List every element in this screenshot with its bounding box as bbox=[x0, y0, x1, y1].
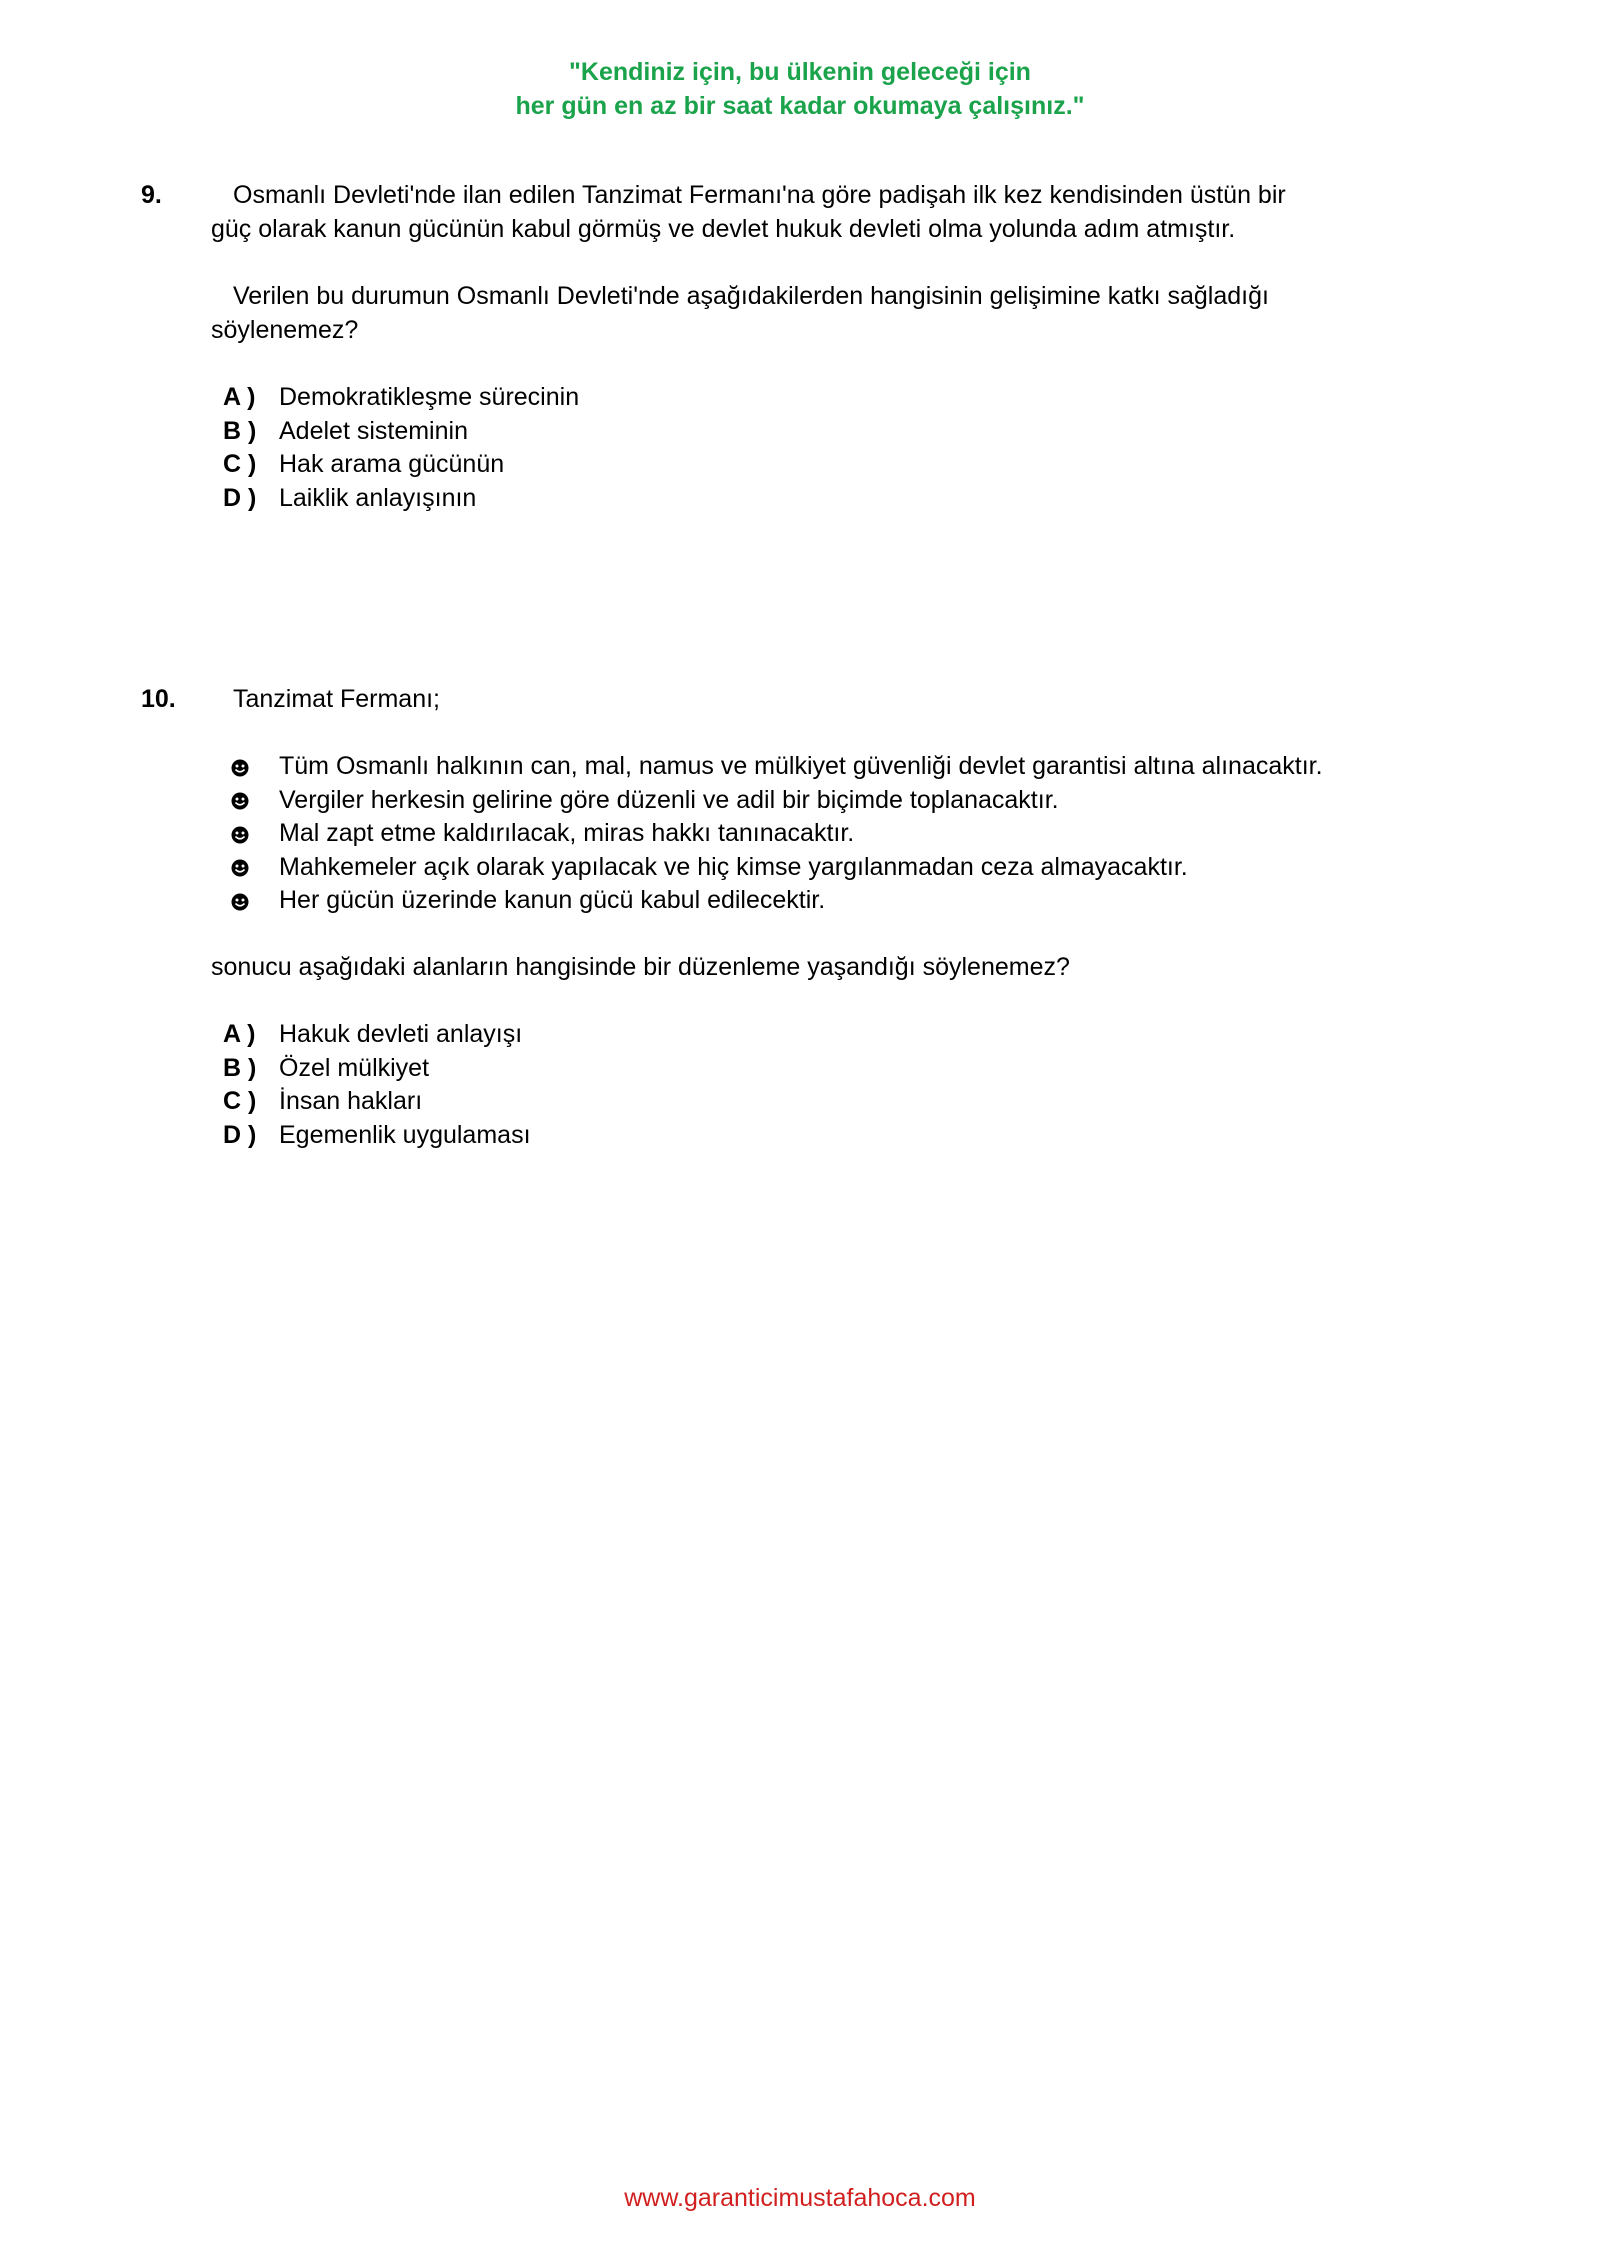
question-9-stem-line-2: güç olarak kanun gücünün kabul görmüş ve devlet hukuk devleti olma yolunda adım atmıştır. bbox=[211, 215, 1236, 243]
question-10-option-d-text: Egemenlik uygulaması bbox=[279, 1121, 531, 1149]
question-10-stem-line-1: Tanzimat Fermanı; bbox=[233, 685, 441, 713]
question-9-option-a-letter: A ) bbox=[223, 383, 256, 411]
question-10-option-c-letter: C ) bbox=[223, 1087, 257, 1115]
smiley-face-icon bbox=[230, 892, 250, 912]
question-10-option-a-letter: A ) bbox=[223, 1020, 256, 1048]
question-9-prompt-line-1: Verilen bu durumun Osmanlı Devleti'nde aşağıdakilerden hangisinin gelişimine katkı sağladığı bbox=[233, 282, 1269, 310]
header-quote-line-2: her gün en az bir saat kadar okumaya çalışınız." bbox=[515, 92, 1085, 120]
question-10-option-d-letter: D ) bbox=[223, 1121, 257, 1149]
question-9-number: 9. bbox=[141, 181, 162, 209]
question-9-option-a-text: Demokratikleşme sürecinin bbox=[279, 383, 580, 411]
header-quote-line-1: "Kendiniz için, bu ülkenin geleceği için bbox=[569, 58, 1031, 86]
question-9-option-c-letter: C ) bbox=[223, 450, 257, 478]
question-10-option-b-letter: B ) bbox=[223, 1054, 257, 1082]
question-9-option-b-letter: B ) bbox=[223, 417, 257, 445]
question-9-option-c-text: Hak arama gücünün bbox=[279, 450, 505, 478]
question-9-prompt-line-2: söylenemez? bbox=[211, 316, 359, 344]
smiley-face-icon bbox=[230, 758, 250, 778]
smiley-face-icon bbox=[230, 825, 250, 845]
question-10-bullet-5: Her gücün üzerinde kanun gücü kabul edilecektir. bbox=[279, 886, 826, 914]
question-10-number: 10. bbox=[141, 685, 176, 713]
question-10-option-a-text: Hakuk devleti anlayışı bbox=[279, 1020, 523, 1048]
question-9-option-d-text: Laiklik anlayışının bbox=[279, 484, 477, 512]
question-9-option-d-letter: D ) bbox=[223, 484, 257, 512]
question-10-prompt-line-1: sonucu aşağıdaki alanların hangisinde bir düzenleme yaşandığı söylenemez? bbox=[211, 953, 1070, 981]
question-10-bullet-4: Mahkemeler açık olarak yapılacak ve hiç kimse yargılanmadan ceza almayacaktır. bbox=[279, 853, 1188, 881]
question-10-option-c-text: İnsan hakları bbox=[279, 1087, 423, 1115]
footer-website-link[interactable]: www.garanticimustafahoca.com bbox=[624, 2184, 976, 2212]
smiley-face-icon bbox=[230, 858, 250, 878]
smiley-face-icon bbox=[230, 791, 250, 811]
question-10-bullet-1: Tüm Osmanlı halkının can, mal, namus ve mülkiyet güvenliği devlet garantisi altına alınacaktır. bbox=[279, 752, 1323, 780]
question-10-bullet-2: Vergiler herkesin gelirine göre düzenli ve adil bir biçimde toplanacaktır. bbox=[279, 786, 1059, 814]
question-10-bullet-3: Mal zapt etme kaldırılacak, miras hakkı tanınacaktır. bbox=[279, 819, 855, 847]
question-9-option-b-text: Adelet sisteminin bbox=[279, 417, 468, 445]
question-10-option-b-text: Özel mülkiyet bbox=[279, 1054, 430, 1082]
question-9-stem-line-1: Osmanlı Devleti'nde ilan edilen Tanzimat Fermanı'na göre padişah ilk kez kendisinden üstün bir bbox=[233, 181, 1286, 209]
